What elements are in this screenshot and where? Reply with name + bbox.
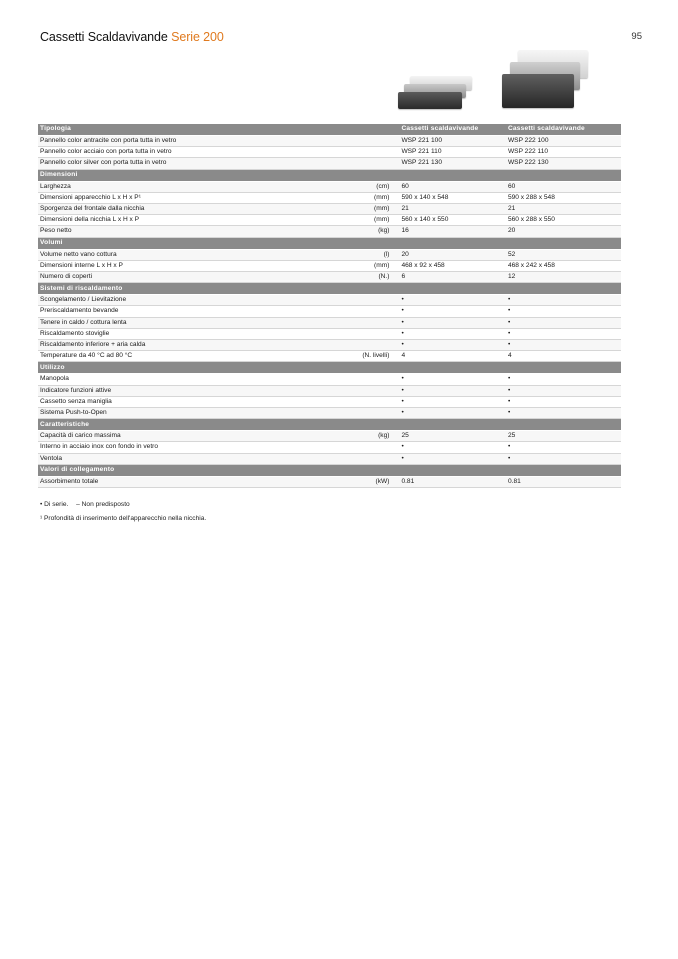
row-unit: (kg) [344,431,399,442]
row-label: Interno in acciaio inox con fondo in vetro [38,442,344,453]
table-row [38,204,621,215]
product-image-wsp222 [502,50,588,108]
table-row [38,317,621,328]
row-label: Numero di coperti [38,272,344,283]
row-value-wsp222: • [506,453,621,464]
row-label: Capacità di carico massima [38,431,344,442]
row-label: Temperature da 40 °C ad 80 °C [38,351,344,362]
legend [40,498,206,526]
table-row [38,136,621,147]
row-value-wsp221: • [399,408,506,419]
row-value-wsp222: • [506,408,621,419]
row-value-wsp221: 21 [399,204,506,215]
row-label: Larghezza [38,181,344,192]
row-value-wsp222: 590 x 288 x 548 [506,192,621,203]
row-label: Volume netto vano cottura [38,249,344,260]
row-label: Riscaldamento inferiore + aria calda [38,340,344,351]
row-value-wsp222: • [506,374,621,385]
product-image-wsp221 [398,76,472,110]
row-label: Pannello color antracite con porta tutta in vetro [38,136,344,147]
row-value-wsp222: 60 [506,181,621,192]
table-row [38,181,621,192]
page-title [40,30,224,44]
row-value-wsp222: • [506,396,621,407]
row-unit: (N. livelli) [344,351,399,362]
row-value-wsp221: 590 x 140 x 548 [399,192,506,203]
row-unit: (l) [344,249,399,260]
row-unit: (N.) [344,272,399,283]
table-row [38,306,621,317]
section-title: Valori di collegamento [38,464,621,476]
table-row [38,374,621,385]
row-value-wsp221: • [399,453,506,464]
row-value-wsp221: • [399,385,506,396]
table-row [38,442,621,453]
row-label: Sistema Push-to-Open [38,408,344,419]
row-label: Preriscaldamento bevande [38,306,344,317]
table-row [38,158,621,169]
title-main: Cassetti Scaldavivande [40,30,168,44]
row-value-wsp221: 16 [399,226,506,237]
row-value-wsp221: 6 [399,272,506,283]
row-label: Dimensioni apparecchio L x H x P¹ [38,192,344,203]
row-label: Dimensioni interne L x H x P [38,260,344,271]
row-value-wsp222: WSP 222 110 [506,147,621,158]
row-label: Ventola [38,453,344,464]
row-value-wsp222: 468 x 242 x 458 [506,260,621,271]
table-row [38,192,621,203]
row-unit: (mm) [344,192,399,203]
row-value-wsp221: • [399,295,506,306]
row-value-wsp222: • [506,385,621,396]
row-unit [344,408,399,419]
table-row [38,453,621,464]
row-unit [344,317,399,328]
row-unit: (kg) [344,226,399,237]
section-header [38,464,621,476]
table-row [38,249,621,260]
section-title: Dimensioni [38,169,621,181]
row-unit [344,385,399,396]
row-value-wsp222: 560 x 288 x 550 [506,215,621,226]
row-value-wsp222: WSP 222 130 [506,158,621,169]
table-row [38,260,621,271]
table-row [38,147,621,158]
section-title: Volumi [38,237,621,249]
section-header [38,419,621,431]
row-label: Cassetto senza maniglia [38,396,344,407]
row-value-wsp221: • [399,396,506,407]
section-header [38,362,621,374]
row-value-wsp221: 25 [399,431,506,442]
row-unit [344,136,399,147]
table-row [38,340,621,351]
row-unit: (mm) [344,204,399,215]
table-row [38,295,621,306]
row-unit [344,147,399,158]
table-row [38,385,621,396]
row-value-wsp222: 12 [506,272,621,283]
row-value-wsp222: • [506,442,621,453]
footnote: ¹ Profondità di inserimento dell'apparecchio nella nicchia. [40,515,207,522]
row-value-wsp222: 20 [506,226,621,237]
table-row [38,226,621,237]
row-value-wsp221: • [399,442,506,453]
row-unit: (mm) [344,260,399,271]
row-value-wsp221: • [399,317,506,328]
row-label: Pannello color acciaio con porta tutta in vetro [38,147,344,158]
row-label: Sporgenza del frontale dalla nicchia [38,204,344,215]
row-label: Assorbimento totale [38,476,344,487]
row-value-wsp222: 25 [506,431,621,442]
section-header [38,237,621,249]
table-row [38,272,621,283]
page-number: 95 [631,31,642,42]
row-value-wsp222: • [506,306,621,317]
table-row [38,328,621,339]
row-value-wsp221: 468 x 92 x 458 [399,260,506,271]
specs-table [38,124,621,488]
section-header [38,283,621,295]
row-value-wsp221: • [399,374,506,385]
row-unit [344,158,399,169]
row-unit: (cm) [344,181,399,192]
row-value-wsp222: • [506,328,621,339]
table-row [38,431,621,442]
row-value-wsp221: 60 [399,181,506,192]
row-value-wsp221: WSP 221 100 [399,136,506,147]
row-label: Dimensioni della nicchia L x H x P [38,215,344,226]
row-value-wsp221: 0.81 [399,476,506,487]
table-row [38,215,621,226]
table-header-row [38,124,621,136]
row-value-wsp221: • [399,306,506,317]
row-unit [344,340,399,351]
row-value-wsp222: 4 [506,351,621,362]
row-value-wsp222: 0.81 [506,476,621,487]
row-label: Peso netto [38,226,344,237]
row-unit [344,442,399,453]
section-title: Caratteristiche [38,419,621,431]
row-label: Tenere in caldo / cottura lenta [38,317,344,328]
row-value-wsp222: • [506,340,621,351]
row-value-wsp222: 21 [506,204,621,215]
row-unit: (mm) [344,215,399,226]
row-unit [344,328,399,339]
row-value-wsp222: • [506,295,621,306]
row-unit [344,374,399,385]
row-label: Pannello color silver con porta tutta in vetro [38,158,344,169]
legend-not-available: – Non predisposto [76,501,130,508]
row-value-wsp222: • [506,317,621,328]
header-col2: Cassetti scaldavivande [506,124,621,136]
row-value-wsp221: 4 [399,351,506,362]
table-row [38,396,621,407]
row-value-wsp221: WSP 221 110 [399,147,506,158]
section-header [38,169,621,181]
row-unit [344,295,399,306]
row-value-wsp221: • [399,328,506,339]
row-unit [344,396,399,407]
section-title: Sistemi di riscaldamento [38,283,621,295]
table-row [38,351,621,362]
header-label: Tipologia [38,124,344,136]
row-value-wsp221: WSP 221 130 [399,158,506,169]
row-value-wsp222: 52 [506,249,621,260]
row-value-wsp222: WSP 222 100 [506,136,621,147]
row-value-wsp221: 560 x 140 x 550 [399,215,506,226]
row-label: Manopola [38,374,344,385]
table-row [38,408,621,419]
legend-serie: • Di serie. [40,501,69,508]
section-title: Utilizzo [38,362,621,374]
row-label: Scongelamento / Lievitazione [38,295,344,306]
title-accent: Serie 200 [171,30,224,44]
row-label: Indicatore funzioni attive [38,385,344,396]
header-col1: Cassetti scaldavivande [399,124,506,136]
row-value-wsp221: 20 [399,249,506,260]
row-unit: (kW) [344,476,399,487]
table-row [38,476,621,487]
row-value-wsp221: • [399,340,506,351]
row-unit [344,453,399,464]
row-unit [344,306,399,317]
row-label: Riscaldamento stoviglie [38,328,344,339]
